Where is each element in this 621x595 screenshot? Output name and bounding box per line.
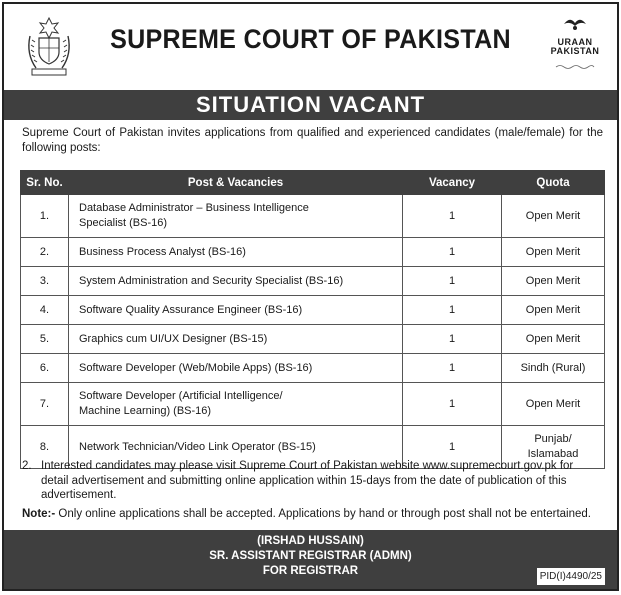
vacancy-cell: 1 bbox=[403, 325, 502, 354]
page-title: SUPREME COURT OF PAKISTAN bbox=[110, 24, 511, 54]
uraan-logo-line2: PAKISTAN bbox=[550, 46, 600, 56]
note bbox=[22, 508, 591, 520]
quota-cell: Open Merit bbox=[502, 296, 605, 325]
advertisement-page bbox=[2, 2, 619, 591]
vacancy-cell: 1 bbox=[403, 383, 502, 426]
col-header-sr: Sr. No. bbox=[21, 171, 69, 195]
sr-cell: 4. bbox=[21, 296, 69, 325]
point-text: Interested candidates may please visit Supreme Court of Pakistan website www.supremecourt.gov.pk for detail advertisement and submitting online application within 15-days from the date of publication of this advertisement. bbox=[41, 460, 574, 501]
sr-cell: 8. bbox=[21, 426, 69, 469]
signatory-name: (IRSHAD HUSSAIN) bbox=[257, 535, 364, 547]
col-header-vacancy: Vacancy bbox=[403, 171, 502, 195]
posts-table bbox=[20, 170, 605, 469]
point-number: 2. bbox=[22, 460, 32, 472]
post-cell: Graphics cum UI/UX Designer (BS-15) bbox=[69, 325, 403, 354]
table-header-row bbox=[21, 171, 605, 195]
quota-cell: Open Merit bbox=[502, 195, 605, 238]
signature-block bbox=[4, 530, 617, 589]
post-line: Software Developer (Artificial Intelligence/ bbox=[79, 390, 283, 402]
sr-cell: 7. bbox=[21, 383, 69, 426]
vacancy-cell: 1 bbox=[403, 267, 502, 296]
quota-line: Punjab/ bbox=[534, 433, 572, 445]
uraan-pakistan-logo bbox=[545, 14, 605, 74]
urdu-tagline-graphic bbox=[555, 64, 595, 69]
quota-line: Islamabad bbox=[527, 448, 579, 460]
uraan-logo-line1: URAAN bbox=[557, 37, 593, 47]
post-cell bbox=[69, 383, 403, 426]
post-line: Machine Learning) (BS-16) bbox=[79, 405, 212, 417]
signatory-designation: SR. ASSISTANT REGISTRAR (ADMN) bbox=[209, 550, 412, 562]
quota-cell: Open Merit bbox=[502, 267, 605, 296]
quota-cell: Open Merit bbox=[502, 238, 605, 267]
sr-cell: 2. bbox=[21, 238, 69, 267]
vacancy-cell: 1 bbox=[403, 426, 502, 469]
intro-text: Supreme Court of Pakistan invites applications from qualified and experienced candidates (male/female) for the following posts: bbox=[22, 127, 603, 154]
sr-cell: 1. bbox=[21, 195, 69, 238]
situation-vacant-banner: SITUATION VACANT bbox=[4, 90, 617, 120]
table-row bbox=[21, 325, 605, 354]
note-label: Note:- bbox=[22, 508, 56, 520]
post-cell bbox=[69, 195, 403, 238]
table-row bbox=[21, 296, 605, 325]
col-header-quota: Quota bbox=[502, 171, 605, 195]
quota-cell: Open Merit bbox=[502, 383, 605, 426]
quota-cell: Open Merit bbox=[502, 325, 605, 354]
vacancy-cell: 1 bbox=[403, 195, 502, 238]
quota-cell: Sindh (Rural) bbox=[502, 354, 605, 383]
post-line: Specialist (BS-16) bbox=[79, 217, 168, 229]
bird-icon bbox=[562, 14, 588, 32]
header bbox=[4, 4, 617, 92]
signatory-office: FOR REGISTRAR bbox=[262, 565, 359, 577]
vacancy-cell: 1 bbox=[403, 296, 502, 325]
table-row bbox=[21, 267, 605, 296]
post-cell: Software Quality Assurance Engineer (BS-16) bbox=[69, 296, 403, 325]
sr-cell: 3. bbox=[21, 267, 69, 296]
post-cell: System Administration and Security Specialist (BS-16) bbox=[69, 267, 403, 296]
vacancy-cell: 1 bbox=[403, 238, 502, 267]
table-row bbox=[21, 383, 605, 426]
sr-cell: 6. bbox=[21, 354, 69, 383]
col-header-post: Post & Vacancies bbox=[69, 171, 403, 195]
table-row bbox=[21, 195, 605, 238]
table-row bbox=[21, 238, 605, 267]
pid-number: PID(I)4490/25 bbox=[537, 568, 605, 585]
post-line: Database Administrator – Business Intelligence bbox=[79, 202, 309, 214]
post-cell: Network Technician/Video Link Operator (BS-15) bbox=[69, 426, 403, 469]
post-cell: Software Developer (Web/Mobile Apps) (BS-16) bbox=[69, 354, 403, 383]
note-text: Only online applications shall be accepted. Applications by hand or through post shall not be entertained. bbox=[58, 508, 591, 520]
table-row bbox=[21, 354, 605, 383]
sr-cell: 5. bbox=[21, 325, 69, 354]
post-cell: Business Process Analyst (BS-16) bbox=[69, 238, 403, 267]
vacancy-cell: 1 bbox=[403, 354, 502, 383]
instructions-point-2 bbox=[22, 459, 603, 503]
